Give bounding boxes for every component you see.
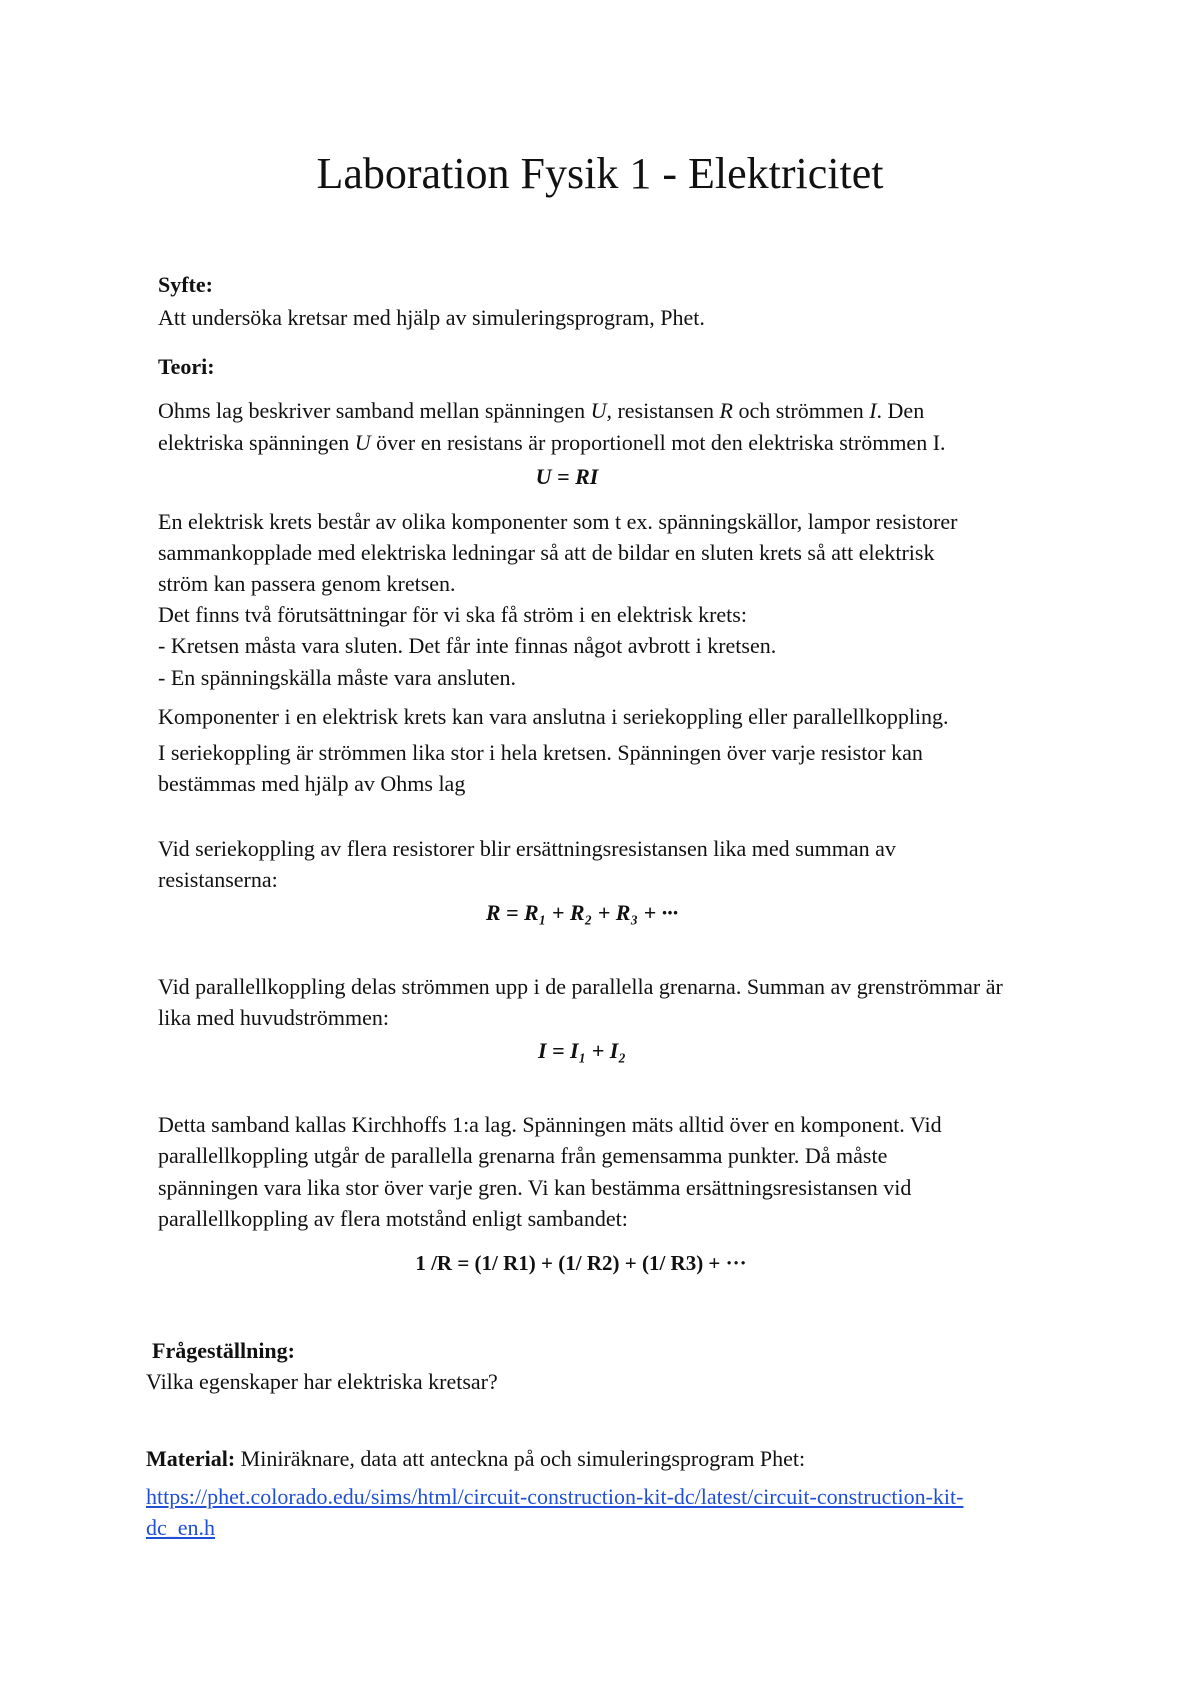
equation-parallel-current: I = I₁ + I₂ xyxy=(537,1038,627,1063)
kirchhoff-line: parallellkoppling av flera motstånd enligt sambandet: xyxy=(158,1206,628,1231)
material-heading: Material: xyxy=(146,1446,236,1471)
serie-resist-line: resistanserna: xyxy=(158,867,278,892)
kirchhoff-line: parallellkoppling utgår de parallella grenarna från gemensamma punkter. Då måste xyxy=(158,1143,888,1168)
serie-resist-line: Vid seriekoppling av flera resistorer blir ersättningsresistansen lika med summan av xyxy=(158,836,896,861)
krets-line: sammankopplade med elektriska ledningar så att de bildar en sluten krets så att elektrisk xyxy=(158,540,935,565)
kirchhoff-line: Detta samband kallas Kirchhoffs 1:a lag. Spänningen mäts alltid över en komponent. Vid xyxy=(158,1112,942,1137)
krets-line: - Kretsen måsta vara sluten. Det får inte finnas något avbrott i kretsen. xyxy=(158,633,777,658)
equation-serie-resistance: R = R₁ + R₂ + R₃ + ··· xyxy=(485,900,679,925)
krets-line: En elektrisk krets består av olika komponenter som t ex. spänningskällor, lampor resistorer xyxy=(158,509,958,534)
parallell-line: lika med huvudströmmen: xyxy=(158,1005,389,1030)
page-title: Laboration Fysik 1 - Elektricitet xyxy=(316,149,884,198)
phet-link-line-2[interactable]: dc_en.h xyxy=(146,1515,216,1540)
material-line xyxy=(146,1444,805,1474)
syfte-text: Att undersöka kretsar med hjälp av simuleringsprogram, Phet. xyxy=(158,305,705,330)
syfte-heading: Syfte: xyxy=(158,272,213,297)
material-text: Miniräknare, data att anteckna på och simuleringsprogram Phet: xyxy=(235,1446,806,1471)
komponenter-line: Komponenter i en elektrisk krets kan vara anslutna i seriekoppling eller parallellkoppling. xyxy=(158,704,949,729)
krets-line: Det finns två förutsättningar för vi ska få ström i en elektrisk krets: xyxy=(158,602,747,627)
parallell-line: Vid parallellkoppling delas strömmen upp i de parallella grenarna. Summan av grenströmmar är xyxy=(158,974,1003,999)
ohm-paragraph-line-1: Ohms lag beskriver samband mellan spänningen U, resistansen R och strömmen I. Den xyxy=(158,398,925,423)
serie-line: bestämmas med hjälp av Ohms lag xyxy=(158,771,466,796)
fragestallning-text: Vilka egenskaper har elektriska kretsar? xyxy=(146,1369,498,1394)
ohm-paragraph-line-2: elektriska spänningen U över en resistans är proportionell mot den elektriska strömmen I. xyxy=(158,430,946,455)
equation-ohms-law: U = RI xyxy=(535,464,599,489)
equation-parallel-resistance: 1 /R = (1/ R1) + (1/ R2) + (1/ R3) + ··· xyxy=(415,1251,747,1275)
serie-line: I seriekoppling är strömmen lika stor i hela kretsen. Spänningen över varje resistor kan xyxy=(158,740,923,765)
fragestallning-heading: Frågeställning: xyxy=(152,1338,295,1363)
krets-line: ström kan passera genom kretsen. xyxy=(158,571,456,596)
kirchhoff-line: spänningen vara lika stor över varje gren. Vi kan bestämma ersättningsresistansen vid xyxy=(158,1175,912,1200)
phet-link-line-1[interactable]: https://phet.colorado.edu/sims/html/circuit-construction-kit-dc/latest/circuit-construction-kit- xyxy=(146,1484,964,1509)
teori-heading: Teori: xyxy=(158,354,215,379)
krets-line: - En spänningskälla måste vara ansluten. xyxy=(158,665,517,690)
